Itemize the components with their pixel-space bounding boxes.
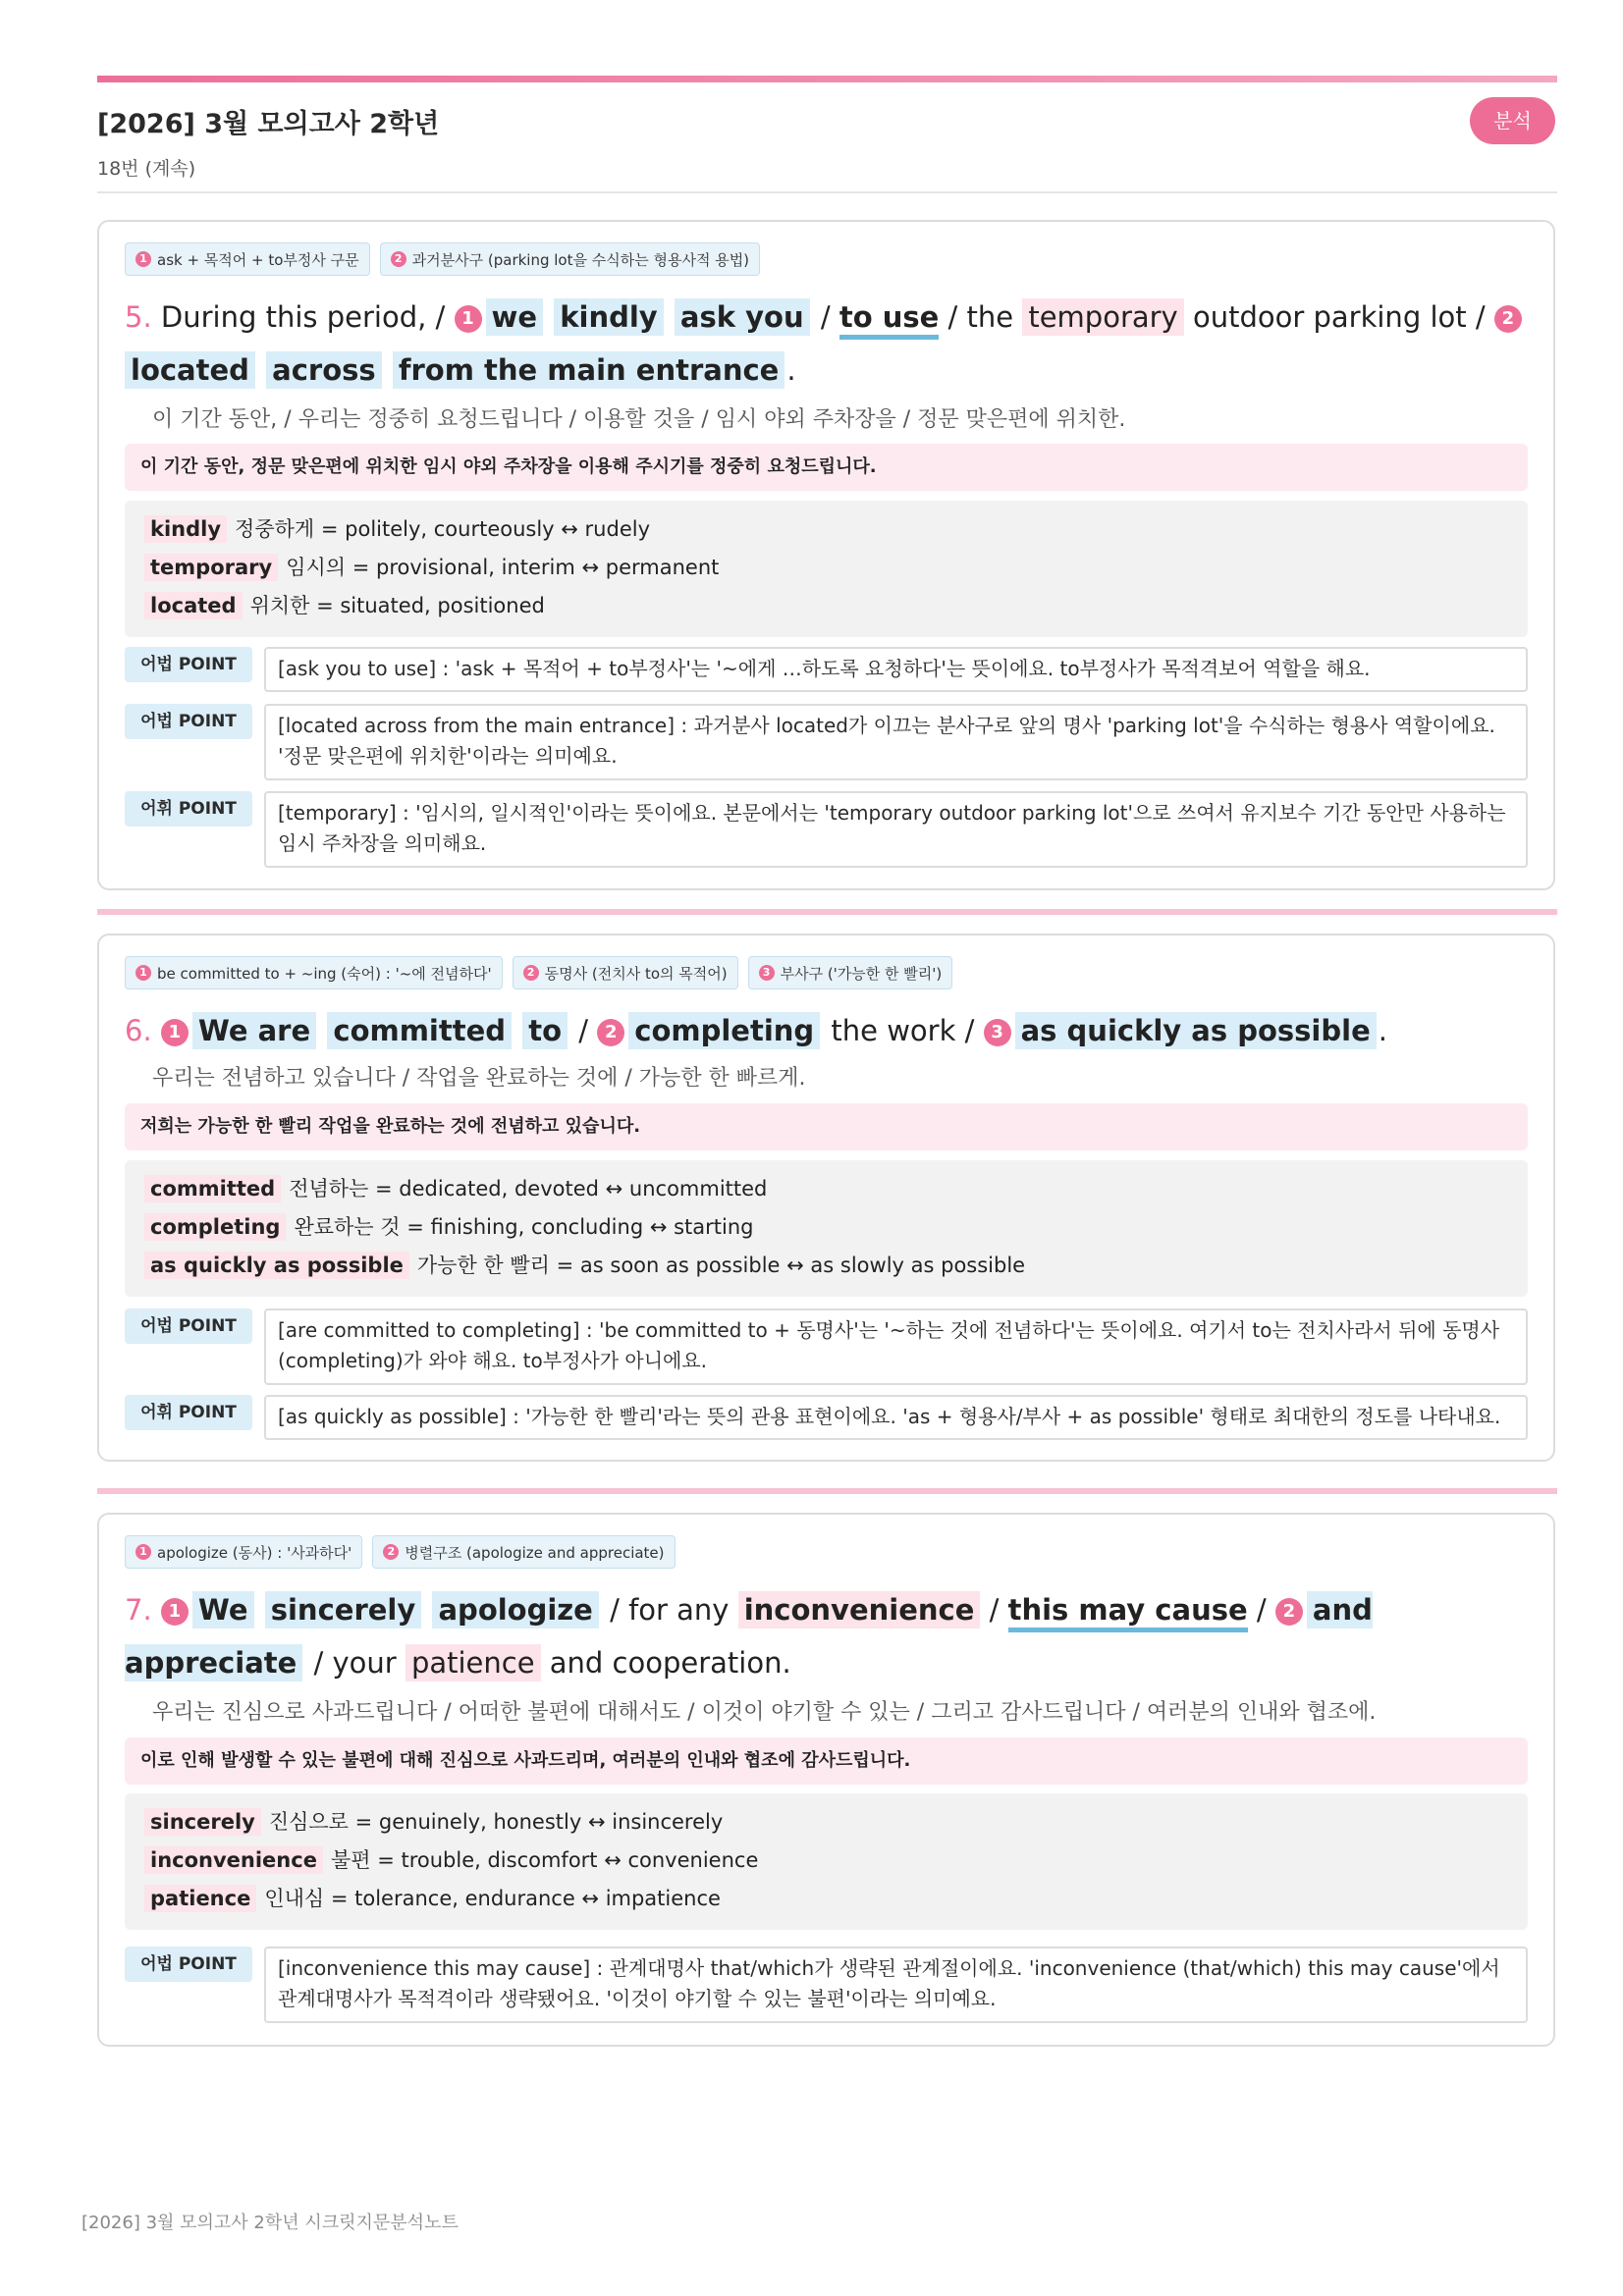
vocab-word: inconvenience [144,1846,323,1874]
tag-number: 2 [523,965,539,981]
highlight-we: We [192,1591,254,1629]
point-text: [as quickly as possible] : '가능한 한 빨리'라는 뜻의 관용 표현이에요. 'as + 형용사/부사 + as possible' 형태로 최대한의 정도를 나타내요. [264,1395,1528,1440]
tag-text: ask + 목적어 + to부정사 구문 [157,250,359,269]
marker-2: 2 [1494,305,1522,333]
chunk-translation: 우리는 진심으로 사과드립니다 / 어떠한 불편에 대해서도 / 이것이 야기할 수 있는 / 그리고 감사드립니다 / 여러분의 인내와 협조에. [152,1700,1377,1725]
page-footer: [2026] 3월 모의고사 2학년 시크릿지문분석노트 [81,2213,459,2233]
tag-text: 동명사 (전치사 to의 목적어) [544,964,728,983]
sentence-text: / [820,300,831,334]
vocab-row [144,1842,1528,1880]
highlight-committed: committed [327,1012,512,1049]
full-translation: 이로 인해 발생할 수 있는 불편에 대해 진심으로 사과드리며, 여러분의 인내와 협조에 감사드립니다. [125,1737,1528,1785]
point-label: 어휘 POINT [125,1395,252,1430]
vocab-def: 임시의 = provisional, interim ↔ permanent [286,556,720,579]
marker-1: 1 [455,305,482,333]
tag-number: 2 [383,1544,399,1560]
vocab-def: 완료하는 것 = finishing, concluding ↔ starting [294,1215,754,1239]
sentence-text: outdoor parking lot / [1192,300,1486,334]
marker-2: 2 [1275,1598,1303,1626]
vocab-row [144,549,1528,587]
tag-number: 1 [135,1544,151,1560]
underline-this-may-cause: this may cause [1008,1593,1248,1632]
highlight-across: across [266,351,382,389]
vocab-def: 위치한 = situated, positioned [249,594,545,617]
sentence-text: / the [947,300,1014,334]
header-divider [97,191,1557,193]
header-accent-bar [97,76,1557,82]
highlight-kindly: kindly [554,298,663,336]
vocab-word: completing [144,1213,286,1241]
tag-number: 1 [135,965,151,981]
vocab-def: 정중하게 = politely, courteously ↔ rudely [235,517,651,541]
grammar-tag [380,242,760,276]
tag-number: 3 [759,965,775,981]
highlight-we-are: We are [192,1012,316,1049]
highlight-sincerely: sincerely [265,1591,422,1629]
vocab-row [144,510,1528,549]
full-translation: 이 기간 동안, 정문 맞은편에 위치한 임시 야외 주차장을 이용해 주시기를 정중히 요청드립니다. [125,444,1528,491]
highlight-inconvenience: inconvenience [738,1591,981,1629]
point-label: 어법 POINT [125,704,252,739]
grammar-tags [125,956,952,989]
vocab-word: patience [144,1885,256,1912]
highlight-from-entrance: from the main entrance [393,351,784,389]
marker-1: 1 [161,1019,189,1046]
vocab-word: kindly [144,515,227,543]
sentence-text: During this period, / [160,300,446,334]
highlight-located: located [125,351,255,389]
vocab-word: sincerely [144,1808,261,1836]
underline-to-use: to use [839,300,939,340]
vocab-def: 전념하는 = dedicated, devoted ↔ uncommitted [289,1177,768,1201]
grammar-tag [372,1535,675,1569]
sentence-text: / [578,1014,589,1047]
vocab-box [125,1793,1528,1930]
highlight-to: to [522,1012,568,1049]
highlight-subject: we [486,298,543,336]
vocab-def: 불편 = trouble, discomfort ↔ convenience [330,1848,759,1872]
point-label: 어법 POINT [125,647,252,682]
sentence-text: / your [313,1646,397,1680]
grammar-tag [125,242,370,276]
vocab-word: temporary [144,554,278,581]
highlight-apologize: apologize [432,1591,598,1629]
chunk-translation: 이 기간 동안, / 우리는 정중히 요청드립니다 / 이용할 것을 / 임시 야외 주차장을 / 정문 맞은편에 위치한. [152,407,1126,432]
vocab-def: 인내심 = tolerance, endurance ↔ impatience [264,1887,721,1910]
english-sentence [125,1004,1539,1057]
grammar-tag [513,956,738,989]
vocab-box [125,501,1528,637]
sentence-text: . [786,353,796,387]
sentence-text: and cooperation. [549,1646,791,1680]
tag-text: 병렬구조 (apologize and appreciate) [405,1543,665,1562]
highlight-completing: completing [628,1012,820,1049]
section-divider [97,909,1557,915]
grammar-tag [125,956,503,989]
english-sentence [125,1583,1539,1689]
grammar-tags [125,1535,676,1569]
highlight-as-quickly: as quickly as possible [1015,1012,1377,1049]
tag-text: apologize (동사) : '사과하다' [157,1543,352,1562]
sentence-text: / [989,1593,1000,1627]
tag-text: 부사구 ('가능한 한 빨리') [780,964,943,983]
point-text: [ask you to use] : 'ask + 목적어 + to부정사'는 '~에게 …하도록 요청하다'는 뜻이에요. to부정사가 목적격보어 역할을 해요. [264,647,1528,692]
marker-3: 3 [984,1019,1011,1046]
point-text: [located across from the main entrance] : 과거분사 located가 이끄는 분사구로 앞의 명사 'parking lot'을 수식하는 형용사 역할이에요. '정문 맞은편에 위치한'이라는 의미예요. [264,704,1528,780]
vocab-row [144,1170,1528,1208]
vocab-row [144,1247,1528,1285]
vocab-def: 가능한 한 빨리 = as soon as possible ↔ as slowly as possible [416,1254,1026,1277]
analysis-badge: 분석 [1470,97,1555,144]
tag-number: 2 [391,251,406,267]
sentence-number: 7. [125,1593,152,1627]
tag-text: be committed to + ~ing (숙어) : '~에 전념하다' [157,964,492,983]
vocab-word: located [144,592,243,619]
sentence-number: 5. [125,300,152,334]
sentence-number: 6. [125,1014,152,1047]
grammar-tags [125,242,760,276]
tag-text: 과거분사구 (parking lot을 수식하는 형용사적 용법) [411,250,750,269]
tag-number: 1 [135,251,151,267]
full-translation: 저희는 가능한 한 빨리 작업을 완료하는 것에 전념하고 있습니다. [125,1103,1528,1150]
marker-1: 1 [161,1598,189,1626]
grammar-tag [125,1535,362,1569]
highlight-ask-you: ask you [675,298,810,336]
highlight-and-appreciate: and appreciate [125,1593,1373,1680]
chunk-translation: 우리는 전념하고 있습니다 / 작업을 완료하는 것에 / 가능한 한 빠르게. [152,1066,806,1091]
vocab-word: as quickly as possible [144,1252,409,1279]
sentence-text: . [1378,1014,1387,1047]
english-sentence [125,291,1539,397]
point-text: [are committed to completing] : 'be committed to + 동명사'는 '~하는 것에 전념하다'는 뜻이에요. 여기서 to는 전치사라서 뒤에 동명사(completing)가 와야 해요. to부정사가 아니에요. [264,1308,1528,1385]
sentence-text: / for any [610,1593,730,1627]
vocab-row [144,1880,1528,1918]
sentence-text: / [1256,1593,1267,1627]
page-subtitle: 18번 (계속) [97,158,196,180]
highlight-temporary: temporary [1022,298,1183,336]
grammar-tag [748,956,953,989]
vocab-row [144,1803,1528,1842]
highlight-patience: patience [406,1644,541,1682]
section-divider [97,1488,1557,1494]
point-text: [inconvenience this may cause] : 관계대명사 that/which가 생략된 관계절이에요. 'inconvenience (that/which) this may cause'에서 관계대명사가 목적격이라 생략됐어요. '이것이 야기할 수 있는 불편'이라는 의미예요. [264,1947,1528,2023]
vocab-def: 진심으로 = genuinely, honestly ↔ insincerely [268,1810,724,1834]
page-title: [2026] 3월 모의고사 2학년 [97,109,440,139]
sentence-text: the work / [831,1014,975,1047]
point-text: [temporary] : '임시의, 일시적인'이라는 뜻이에요. 본문에서는 'temporary outdoor parking lot'으로 쓰여서 유지보수 기간 동안만 사용하는 임시 주차장을 의미해요. [264,791,1528,868]
point-label: 어휘 POINT [125,791,252,827]
point-label: 어법 POINT [125,1308,252,1344]
vocab-row [144,1208,1528,1247]
marker-2: 2 [597,1019,624,1046]
vocab-row [144,587,1528,625]
sentence-card-5 [97,220,1555,890]
vocab-box [125,1160,1528,1297]
point-label: 어법 POINT [125,1947,252,1982]
sentence-card-7 [97,1513,1555,2047]
sentence-card-6 [97,934,1555,1462]
vocab-word: committed [144,1175,281,1202]
